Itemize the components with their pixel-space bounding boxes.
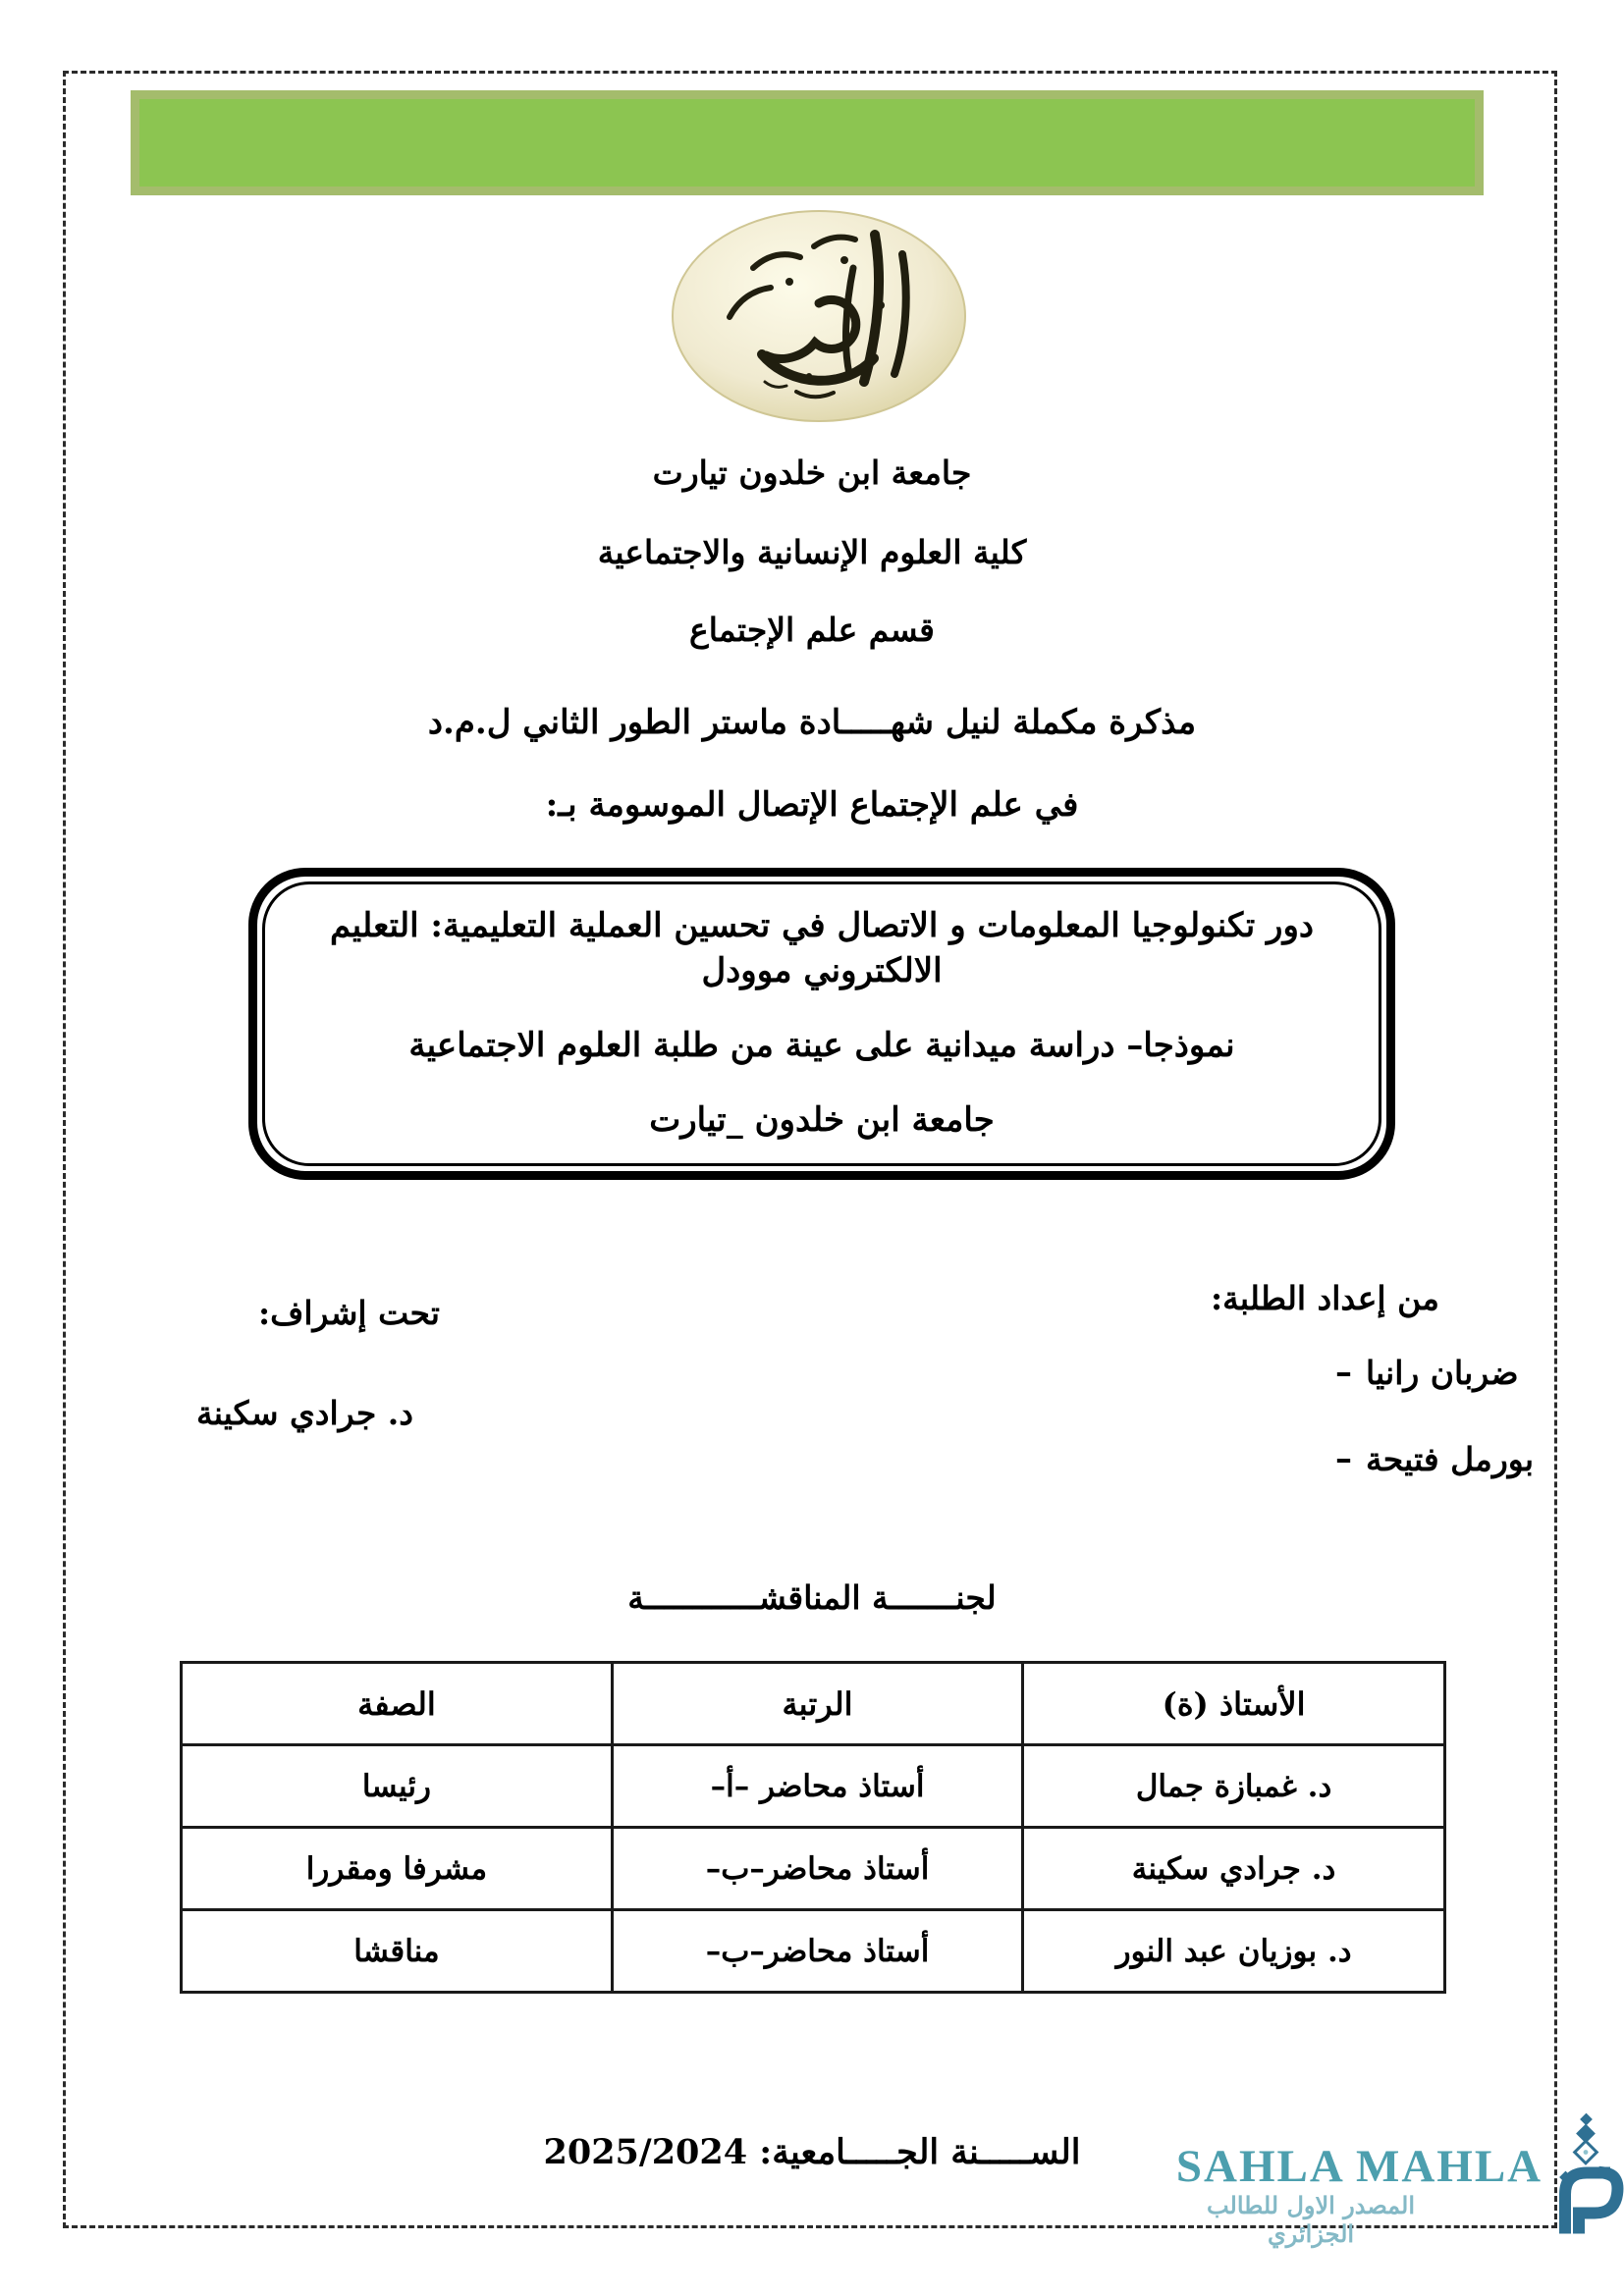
supervisor-name: د. جرادي سكينة (196, 1394, 413, 1432)
professor-cell: د. غمبازة جمال (1023, 1745, 1445, 1828)
committee-table (180, 1661, 1446, 1994)
brand-emblem-icon (1547, 2110, 1624, 2236)
brand-tagline: المصدر الاول للطالب الجزائري (1206, 2191, 1416, 2248)
professor-cell: د. جرادي سكينة (1023, 1828, 1445, 1910)
brand-name: SAHLA MAHLA (1175, 2141, 1543, 2192)
brand-logo (1175, 2130, 1624, 2277)
academic-year: الســـــنة الجـــــامعية: 2025/2024 (543, 2132, 1081, 2172)
student-dash: – (1335, 1353, 1352, 1392)
column-header-professor: الأستاذ (ة) (1023, 1663, 1445, 1745)
students-label: من إعداد الطلبة: (1211, 1279, 1439, 1317)
professor-cell: د. بوزيان عبد النور (1023, 1910, 1445, 1993)
student-dash: – (1335, 1439, 1352, 1478)
table-row (182, 1745, 1445, 1828)
top-green-banner (131, 90, 1484, 195)
role-cell: رئيسا (182, 1745, 613, 1828)
rank-cell: أستاذ محاضر–ب– (612, 1828, 1022, 1910)
memoir-field-line: في علم الإجتماع الإتصال الموسومة بـ: (545, 785, 1079, 825)
rank-cell: أستاذ محاضر–ب– (612, 1910, 1022, 1993)
department-name: قسم علم الإجتماع (689, 611, 935, 649)
supervisor-label: تحت إشراف: (258, 1294, 440, 1332)
column-header-role: الصفة (182, 1663, 613, 1745)
student-name: ضربان رانيا (1366, 1353, 1519, 1392)
memoir-type-line: مذكرة مكملة لنيل شهـــــادة ماستر الطور الثاني ل.م.د (427, 703, 1197, 742)
thesis-title-line-2: نموذجا– دراسة ميدانية على عينة من طلبة العلوم الاجتماعية (408, 1026, 1235, 1065)
student-item (1335, 1439, 1534, 1478)
committee-heading: لجنـــــــة المناقشــــــــــــة (627, 1578, 997, 1617)
students-list (1335, 1353, 1534, 1478)
university-name: جامعة ابن خلدون تيارت (652, 454, 972, 492)
thesis-title-box (248, 868, 1395, 1180)
role-cell: مشرفا ومقررا (182, 1828, 613, 1910)
thesis-title-line-1: دور تكنولوجيا المعلومات و الاتصال في تحسين العملية التعليمية: التعليم الالكتروني موودل (329, 906, 1315, 991)
student-item (1335, 1353, 1534, 1392)
rank-cell: أستاذ محاضر –أ– (612, 1745, 1022, 1828)
student-name: بورمل فتيحة (1366, 1439, 1535, 1478)
faculty-name: كلية العلوم الإنسانية والاجتماعية (597, 533, 1027, 571)
table-header-row (182, 1663, 1445, 1745)
table-row (182, 1828, 1445, 1910)
thesis-title-box-inner (262, 881, 1381, 1166)
university-seal-icon (671, 209, 967, 423)
table-row (182, 1910, 1445, 1993)
column-header-rank: الرتبة (612, 1663, 1022, 1745)
role-cell: مناقشا (182, 1910, 613, 1993)
thesis-title-line-3: جامعة ابن خلدون _تيارت (649, 1099, 995, 1140)
